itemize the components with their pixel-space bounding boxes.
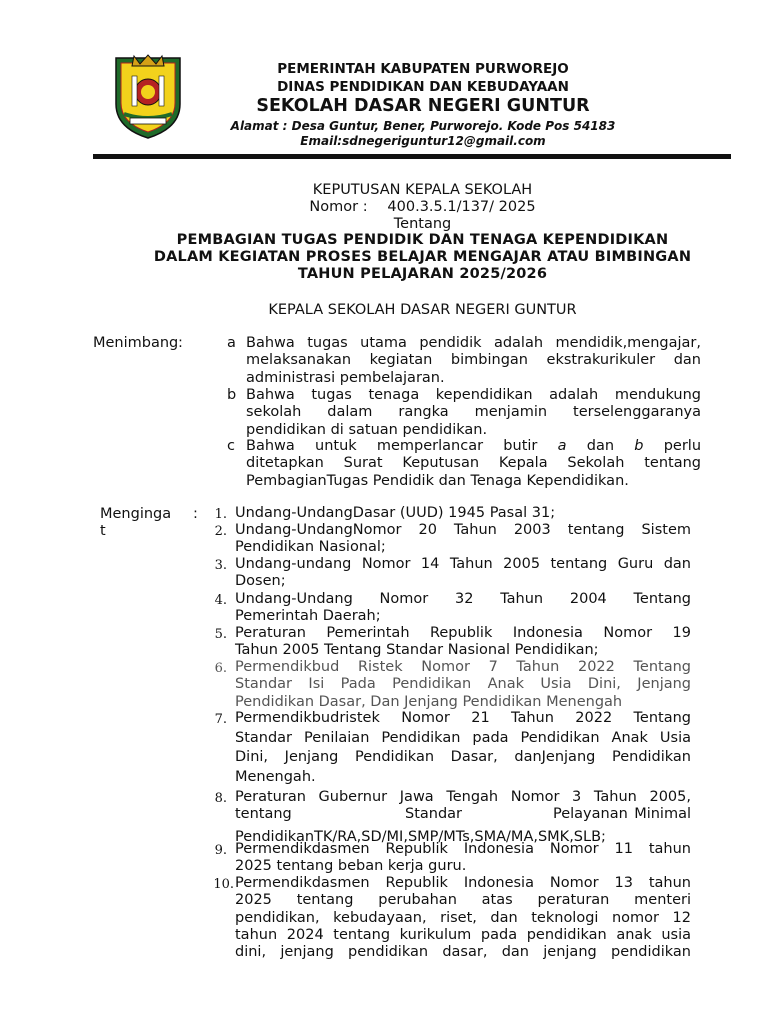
item-line: Bahwa tugas utama pendidik adalah mendidik,mengajar, xyxy=(246,335,701,351)
decree-about: Tentang xyxy=(393,216,452,232)
list-item: Permendikbud Ristek Nomor 7 Tahun 2022 Tentang Standar Isi Pada Pendidikan Anak Usia Dini, Jenjang Pendidikan Dasar, Dan Jenjang Pendidikan Menengah xyxy=(235,659,691,710)
item-line: PembagianTugas Pendidik dan Tenaga Kependidikan. xyxy=(246,472,629,489)
list-item: Undang-UndangDasar (UUD) 1945 Pasal 31; xyxy=(235,505,556,521)
letterhead-government: PEMERINTAH KABUPATEN PURWOREJO xyxy=(277,61,569,77)
list-number: 9. xyxy=(214,843,227,858)
letterhead-department: DINAS PENDIDIKAN DAN KEBUDAYAAN xyxy=(277,79,569,95)
list-number: 5. xyxy=(214,627,227,642)
decree-title-line: TAHUN PELAJARAN 2025/2026 xyxy=(297,266,548,282)
item-line: pendidikan di satuan pendidikan. xyxy=(246,421,488,438)
list-item: Undang-Undang Nomor 32 Tahun 2004 Tentang Pemerintah Daerah; xyxy=(235,591,691,625)
item-line: ditetapkan Surat Keputusan Kepala Sekolah tentang xyxy=(246,455,701,472)
item-line: sekolah dalam rangka menjamin terselenggaranya xyxy=(246,404,701,421)
item-line: melaksanakan kegiatan bimbingan ekstrakurikuler dan xyxy=(246,352,701,369)
decree-number-label: Nomor : xyxy=(309,199,368,215)
list-number: 10. xyxy=(213,877,234,892)
list-number: 1. xyxy=(214,507,227,522)
decree-title-line: DALAM KEGIATAN PROSES BELAJAR MENGAJAR ATAU BIMBINGAN xyxy=(153,249,692,265)
list-number: 6. xyxy=(214,661,227,676)
decree-title-line: PEMBAGIAN TUGAS PENDIDIK DAN TENAGA KEPENDIDIKAN xyxy=(176,232,669,248)
mengingat-colon: : xyxy=(193,506,198,522)
list-item: Peraturan Pemerintah Republik Indonesia Nomor 19 Tahun 2005 Tentang Standar Nasional Pendidikan; xyxy=(235,625,691,659)
list-number: 2. xyxy=(214,524,227,539)
list-number: 7. xyxy=(214,712,227,727)
decree-issuer: KEPALA SEKOLAH DASAR NEGERI GUNTUR xyxy=(268,302,577,318)
item-line: Bahwa untuk memperlancar butir a dan b perlu xyxy=(246,438,702,454)
item-marker: c xyxy=(227,438,235,454)
letterhead-divider xyxy=(93,154,731,159)
decree-number-value: 400.3.5.1/137/ 2025 xyxy=(387,199,536,215)
item-marker: b xyxy=(227,387,237,403)
mengingat-label: Menginga t xyxy=(100,506,172,540)
list-item: Undang-undang Nomor 14 Tahun 2005 tentang Guru dan Dosen; xyxy=(235,556,691,590)
regency-coat-of-arms-icon xyxy=(110,52,186,140)
item-marker: a xyxy=(227,335,236,351)
list-item: Permendikdasmen Republik Indonesia Nomor 13 tahun 2025 tentang perubahan atas peraturan menteri pendidikan, kebudayaan, riset, dan teknologi nomor 12 tahun 2024 tentang kurikulum pada pendidikan anak usia dini, jenjang pendidikan dasar, dan jenjang pendidikan xyxy=(235,875,691,961)
list-number: 4. xyxy=(214,593,227,608)
decree-heading: KEPUTUSAN KEPALA SEKOLAH xyxy=(312,182,533,198)
list-item: Permendikdasmen Republik Indonesia Nomor 11 tahun 2025 tentang beban kerja guru. xyxy=(235,841,691,875)
list-item: Peraturan Gubernur Jawa Tengah Nomor 3 Tahun 2005, tentang Standar Pelayanan Minimal PendidikanTK/RA,SD/MI,SMP/MTs,SMA/MA,SMK,SLB; xyxy=(235,789,691,845)
list-number: 3. xyxy=(214,558,227,573)
list-number: 8. xyxy=(214,791,227,806)
letterhead-address: Alamat : Desa Guntur, Bener, Purworejo. Kode Pos 54183 xyxy=(230,119,616,133)
list-item: Permendikbudristek Nomor 21 Tahun 2022 Tentang Standar Penilaian Pendidikan pada Pendidikan Anak Usia Dini, Jenjang Pendidikan Dasar, danJenjang Pendidikan Menengah. xyxy=(235,710,691,785)
item-line: Bahwa tugas tenaga kependidikan adalah mendukung xyxy=(246,387,701,403)
menimbang-label: Menimbang xyxy=(93,335,179,351)
list-item: Undang-UndangNomor 20 Tahun 2003 tentang Sistem Pendidikan Nasional; xyxy=(235,522,691,556)
decree-number xyxy=(80,199,765,215)
menimbang-colon: : xyxy=(178,335,183,351)
spaced-line: tentang Standar Pelayanan Minimal xyxy=(235,806,691,823)
item-line: administrasi pembelajaran. xyxy=(246,369,445,386)
letterhead-email: Email:sdnegeriguntur12@gmail.com xyxy=(300,134,546,148)
letterhead-school-name: SEKOLAH DASAR NEGERI GUNTUR xyxy=(256,96,590,116)
